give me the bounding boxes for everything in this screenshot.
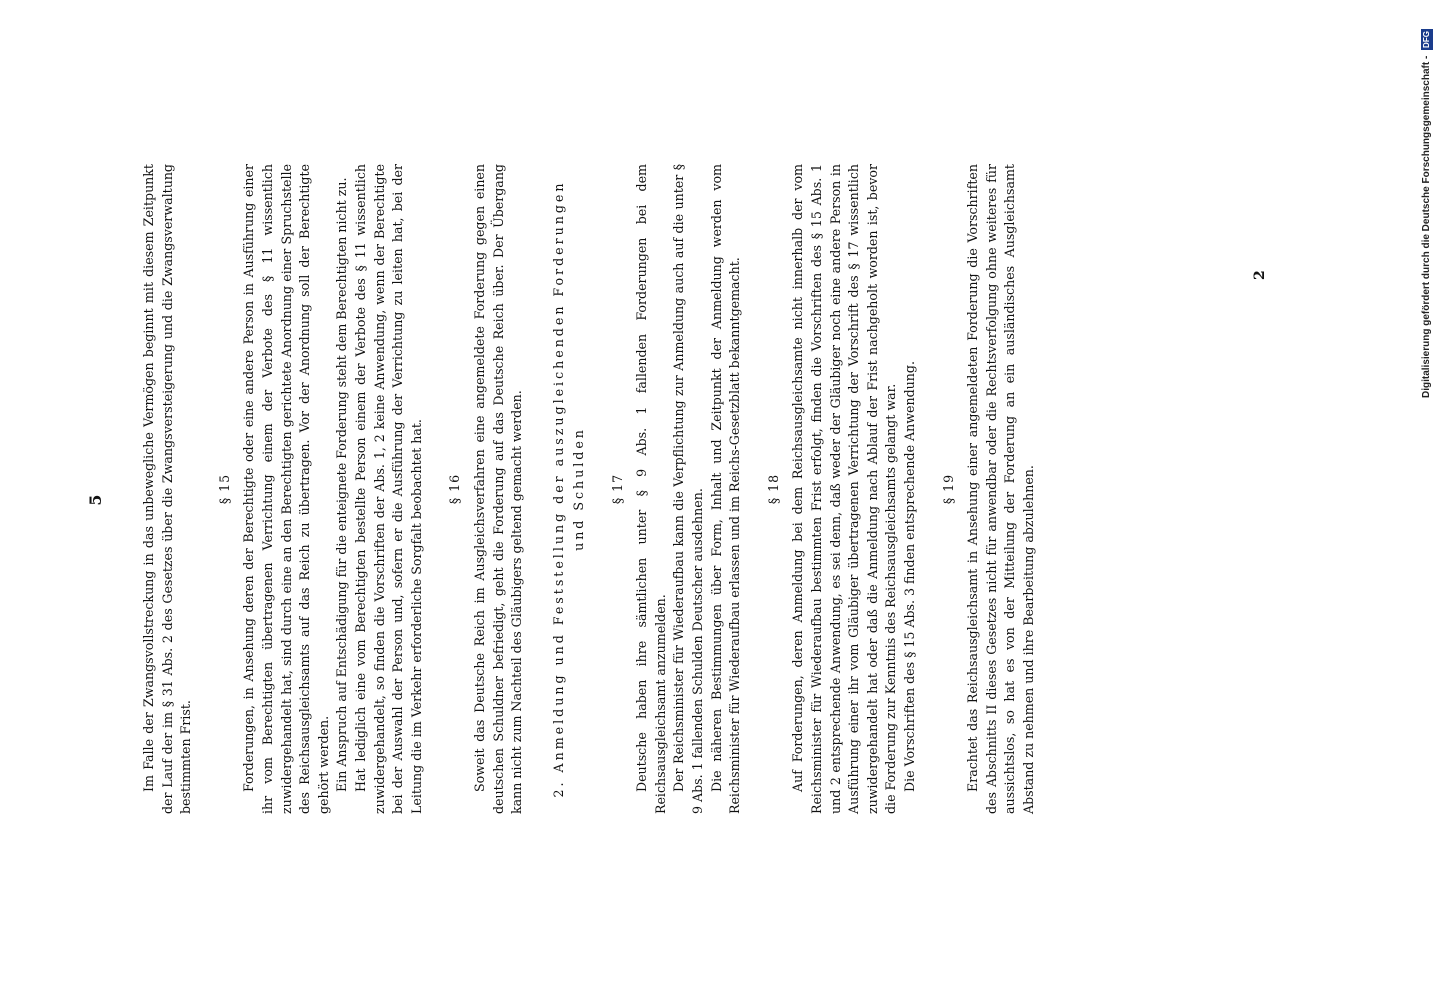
paragraph-15-3: Hat lediglich eine vom Berechtigten bestellte Person einem der Verbote des § 11 wissentlich zuwidergehandelt, so finden die Vorschriften der Abs. 1, 2 keine Anwendung, wenn der Berechtigte bei der Auswahl der Person und, sofern er die Ausführung der Verrichtung zu leiten hat, bei der Leitung die im Verkehr erforderliche Sorgfalt beobachtet hat. [352, 164, 424, 814]
paragraph-15-2: Ein Anspruch auf Entschädigung für die enteignete Forderung steht dem Berechtigten nicht zu. [334, 177, 350, 792]
paragraph-17-3: Die näheren Bestimmungen über Form, Inhalt und Zeitpunkt der Anmeldung werden vom Reichsminister für Wiederaufbau erlassen und im Reichs-Gesetzblatt bekanntgemacht. [708, 164, 743, 814]
signature-mark: 2 [1252, 270, 1268, 280]
funding-note [1418, 8, 1434, 398]
section-heading-18: § 18 [765, 473, 781, 505]
paragraph-17-2: Der Reichsminister für Wiederaufbau kann die Verpflichtung zur Anmeldung auch auf die unter § 9 Abs. 1 fallenden Schulden Deutscher ausdehnen. [671, 164, 706, 814]
paragraph-17-1: Deutsche haben ihre sämtlichen unter § 9 Abs. 1 fallenden Forderungen bei dem Reichsausgleichsamt anzumelden. [634, 164, 668, 814]
chapter-title: 2. Anmeldung und Feststellung der auszugleichenden Forderungen und Schulden [550, 180, 586, 798]
section-heading-19: § 19 [940, 473, 956, 505]
body-text [140, 164, 1039, 814]
page-number: 5 [86, 494, 105, 506]
paragraph-15-1: Forderungen, in Ansehung deren der Berechtigte oder eine andere Person in Ausführung einer ihr vom Berechtigten übertragenen Verrichtung einem der Verbote des § 11 wissentlich zuwidergehandelt hat, sind durch eine an den Berechtigten gerichtete Anordnung einer Spruchstelle des Reichsausgleichsamts auf das Reich zu übertragen. Vor der Anordnung soll der Berechtigte gehört werden. [241, 164, 331, 814]
paragraph-19: Erachtet das Reichsausgleichsamt in Ansehung einer angemeldeten Forderung die Vorschriften des Abschnitts II dieses Gesetzes nicht für anwendbar oder die Rechtsverfolgung ohne weiteres für aussichtslos, so hat es von der Mitteilung der Forderung an ein ausländisches Ausgleichsamt Abstand zu nehmen und ihre Bearbeitung abzulehnen. [965, 164, 1036, 814]
section-heading-17: § 17 [609, 473, 625, 505]
section-heading-15: § 15 [216, 473, 232, 505]
funding-note-text: Digitalisierung gefördert durch die Deutsche Forschungsgemeinschaft - [1421, 55, 1432, 398]
dfg-logo: DFG [1422, 31, 1431, 48]
paragraph-18-2: Die Vorschriften des § 15 Abs. 3 finden entsprechende Anwendung. [902, 361, 917, 792]
paragraph-18-1: Auf Forderungen, deren Anmeldung bei dem Reichsausgleichsamte nicht innerhalb der vom Reichsminister für Wiederaufbau bestimmten Frist erfolgt, finden die Vorschriften des § 15 Abs. 1 und 2 entsprechende Anwendung, es sei denn, daß weder der Gläubiger noch eine andere Person in Ausführung einer ihr vom Gläubiger übertragenen Verrichtung der Vorschrift des § 17 wissentlich zuwidergehandelt hat oder daß die Anmeldung nach Ablauf der Frist nachgeholt worden ist, bevor die Forderung zur Kenntnis des Reichsausgleichsamts gelangt war. [790, 164, 899, 814]
paragraph-zwangsvollstreckung: Im Falle der Zwangsvollstreckung in das unbewegliche Vermögen beginnt mit diesem Zeitpunkt der Lauf der im § 31 Abs. 2 des Gesetzes über die Zwangsversteigerung und die Zwangsverwaltung bestimmten Frist. [141, 164, 194, 814]
section-heading-16: § 16 [447, 473, 463, 505]
paragraph-16: Soweit das Deutsche Reich im Ausgleichsverfahren eine angemeldete Forderung gegen einen deutschen Schuldner befriedigt, geht die Forderung auf das Deutsche Reich über. Der Übergang kann nicht zum Nachteil des Gläubigers geltend gemacht werden. [471, 164, 525, 814]
